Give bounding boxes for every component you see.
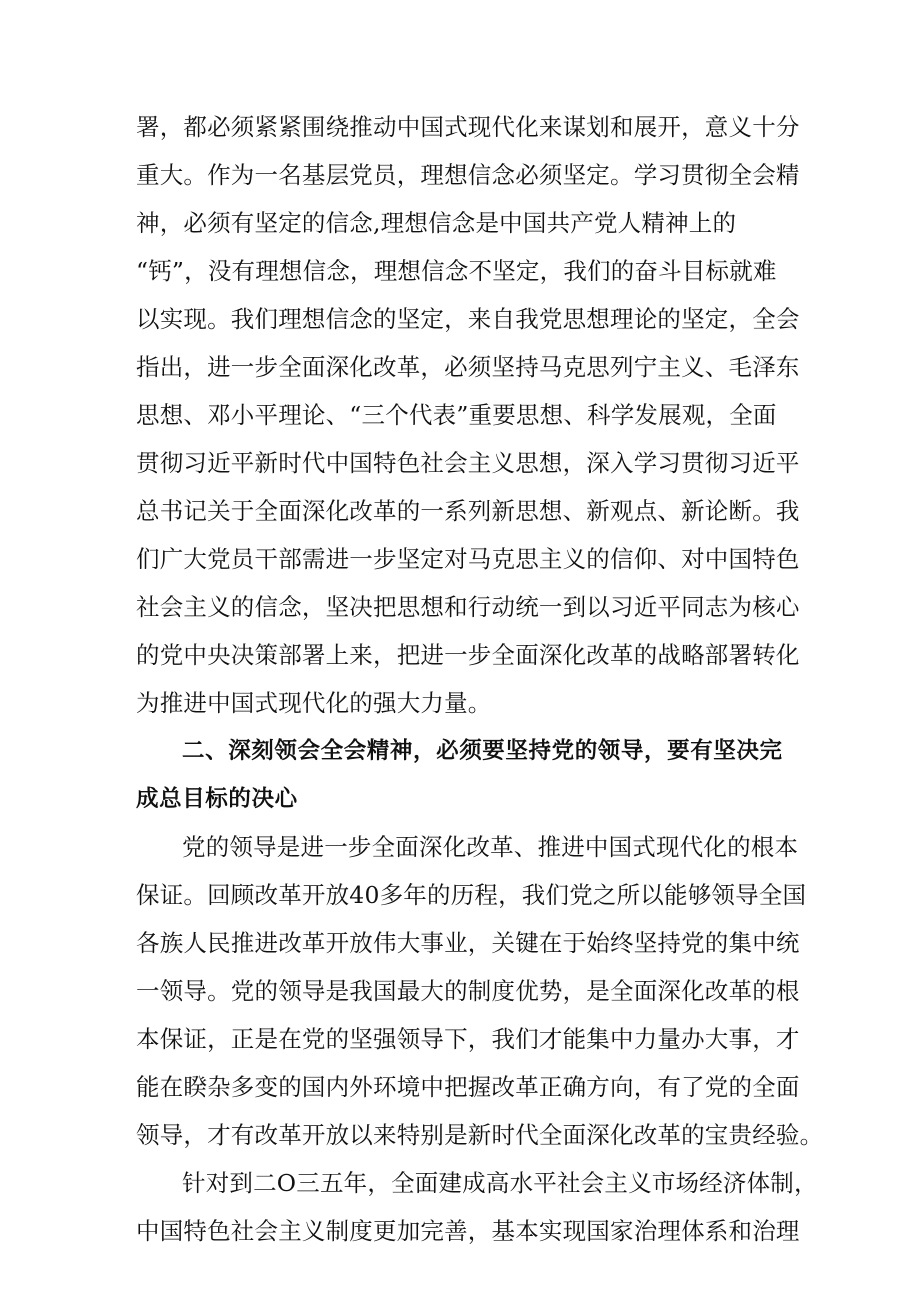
text-line: 能在睽杂多变的国内外环境中把握改革正确方向，有了党的全面 (136, 1073, 800, 1101)
text-line: 的党中央决策部署上来，把进一步全面深化改革的战略部署转化 (136, 641, 800, 669)
text-line: 总书记关于全面深化改革的一系列新思想、新观点、新论断。我 (136, 497, 800, 525)
text-line: 中国特色社会主义制度更加完善，基本实现国家治理体系和治理 (136, 1217, 800, 1245)
text-line: 以实现。我们理想信念的坚定，来自我党思想理论的坚定，全会 (136, 305, 800, 333)
text-line: 为推进中国式现代化的强大力量。 (136, 689, 492, 717)
text-line: 署，都必须紧紧围绕推动中国式现代化来谋划和展开，意义十分 (136, 113, 800, 141)
text-line: 社会主义的信念，坚决把思想和行动统一到以习近平同志为核心 (136, 593, 800, 621)
text-line: 本保证，正是在党的坚强领导下，我们才能集中力量办大事，才 (136, 1025, 800, 1053)
text-line: “钙”，没有理想信念，理想信念不坚定，我们的奋斗目标就难 (136, 257, 777, 285)
text-line: 领导，才有改革开放以来特别是新时代全面深化改革的宝贵经验。 (136, 1121, 824, 1149)
text-line: 一领导。党的领导是我国最大的制度优势，是全面深化改革的根 (136, 977, 800, 1005)
text-line: 指出，进一步全面深化改革，必须坚持马克思列宁主义、毛泽东 (136, 353, 800, 381)
heading-line: 成总目标的决心 (136, 786, 298, 812)
text-line: 保证。回顾改革开放40多年的历程，我们党之所以能够领导全国 (136, 881, 807, 909)
text-line: 思想、邓小平理论、“三个代表”重要思想、科学发展观，全面 (136, 401, 777, 429)
text-line: 针对到二O三五年，全面建成高水平社会主义市场经济体制， (182, 1169, 818, 1197)
text-line: 们广大党员干部需进一步坚定对马克思主义的信仰、对中国特色 (136, 545, 800, 573)
text-line: 贯彻习近平新时代中国特色社会主义思想，深入学习贯彻习近平 (136, 449, 800, 477)
text-line: 党的领导是进一步全面深化改革、推进中国式现代化的根本 (182, 833, 799, 861)
text-line: 各族人民推进改革开放伟大事业，关键在于始终坚持党的集中统 (136, 929, 800, 957)
heading-line: 二、深刻领会全会精神，必须要坚持党的领导，要有坚决完 (182, 738, 783, 764)
text-line: 重大。作为一名基层党员，理想信念必须坚定。学习贯彻全会精 (136, 161, 800, 189)
text-line: 神，必须有坚定的信念,理想信念是中国共产党人精神上的 (136, 209, 737, 237)
